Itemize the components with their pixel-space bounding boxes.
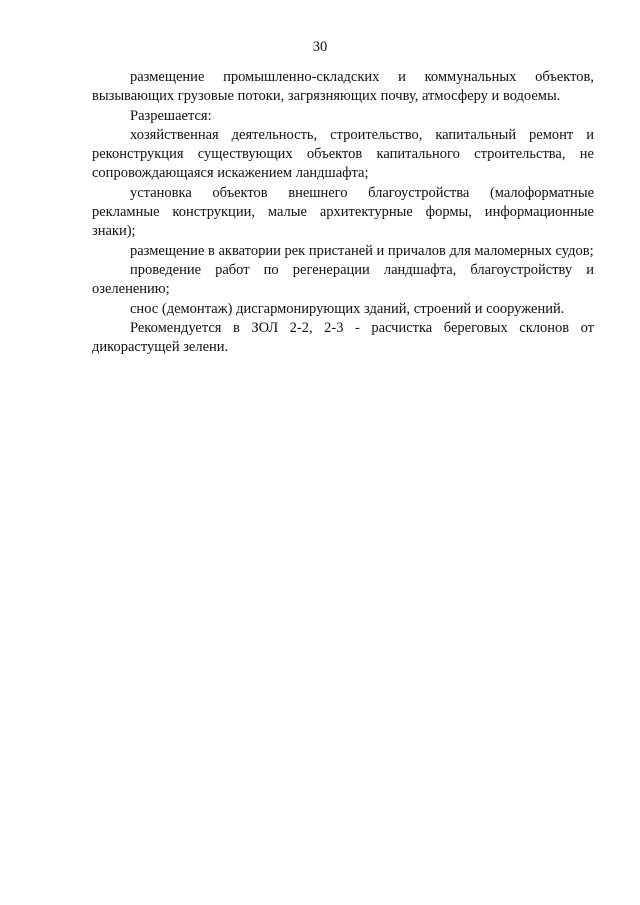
paragraph-external-improvement: установка объектов внешнего благоустройства (малоформатные рекламные конструкции, малые архитектурные формы, информационные знаки); xyxy=(92,184,594,240)
paragraph-recommendation: Рекомендуется в ЗОЛ 2-2, 2-3 - расчистка береговых склонов от дикорастущей зелени. xyxy=(92,319,594,356)
document-body xyxy=(92,68,594,357)
paragraph-piers: размещение в акватории рек пристаней и причалов для маломерных судов; xyxy=(130,242,594,259)
page-number: 30 xyxy=(312,39,328,55)
paragraph-economic-activity: хозяйственная деятельность, строительство, капитальный ремонт и реконструкция существующих объектов капитального строительства, не сопровождающаяся искажением ландшафта; xyxy=(92,126,594,182)
paragraph-landscape-regeneration: проведение работ по регенерации ландшафта, благоустройству и озеленению; xyxy=(92,261,594,298)
paragraph-demolition: снос (демонтаж) дисгармонирующих зданий, строений и сооружений. xyxy=(130,300,565,317)
paragraph-permitted-heading: Разрешается: xyxy=(130,107,212,124)
paragraph-industrial-placement: размещение промышленно-складских и коммунальных объектов, вызывающих грузовые потоки, загрязняющих почву, атмосферу и водоемы. xyxy=(92,69,594,105)
